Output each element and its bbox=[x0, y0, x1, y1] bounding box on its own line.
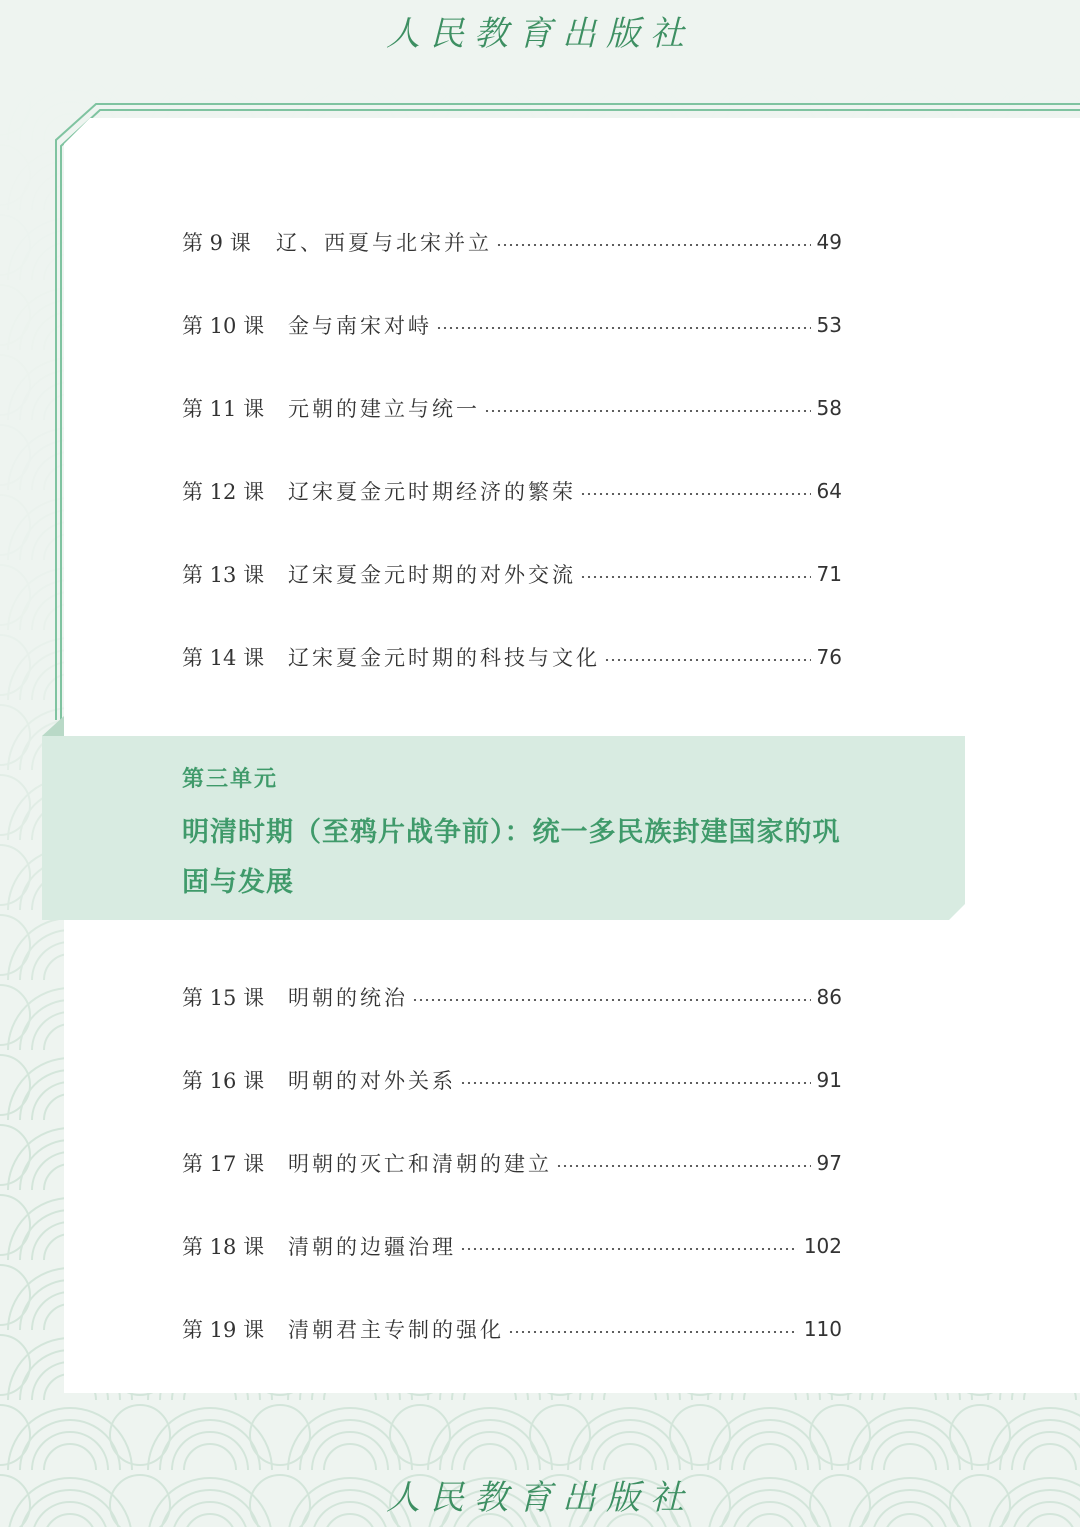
lesson-title: 明朝的统治 bbox=[288, 986, 408, 1010]
lesson-number: 第 17 课 bbox=[182, 1152, 265, 1176]
toc-entry[interactable] bbox=[182, 1145, 842, 1181]
page-number: 91 bbox=[816, 1068, 842, 1092]
lesson-title: 辽宋夏金元时期经济的繁荣 bbox=[288, 480, 576, 504]
lesson-number: 第 12 课 bbox=[182, 480, 265, 504]
toc-entry[interactable] bbox=[182, 639, 842, 675]
dot-leader bbox=[556, 1165, 811, 1167]
publisher-logo-top: 人民教育出版社 bbox=[386, 14, 694, 54]
lesson-title: 辽宋夏金元时期的科技与文化 bbox=[288, 646, 600, 670]
lesson-number: 第 18 课 bbox=[182, 1235, 265, 1259]
page-number: 97 bbox=[816, 1151, 842, 1175]
lesson-number: 第 10 课 bbox=[182, 314, 265, 338]
toc-entry[interactable] bbox=[182, 979, 842, 1015]
page-number: 102 bbox=[803, 1234, 842, 1258]
dot-leader bbox=[436, 327, 811, 329]
lesson-title: 元朝的建立与统一 bbox=[288, 397, 480, 421]
page-number: 58 bbox=[816, 396, 842, 420]
dot-leader bbox=[604, 659, 811, 661]
toc-entry[interactable] bbox=[182, 1062, 842, 1098]
page-number: 53 bbox=[816, 313, 842, 337]
dot-leader bbox=[496, 244, 811, 246]
unit-title: 明清时期（至鸦片战争前）：统一多民族封建国家的巩固与发展 bbox=[182, 817, 841, 898]
toc-entry[interactable] bbox=[182, 307, 842, 343]
lesson-title: 明朝的对外关系 bbox=[288, 1069, 456, 1093]
lesson-title: 辽宋夏金元时期的对外交流 bbox=[288, 563, 576, 587]
page-number: 71 bbox=[816, 562, 842, 586]
lesson-number: 第 13 课 bbox=[182, 563, 265, 587]
page-number: 86 bbox=[816, 985, 842, 1009]
lesson-number: 第 11 课 bbox=[182, 397, 265, 421]
page-number: 110 bbox=[803, 1317, 842, 1341]
dot-leader bbox=[460, 1248, 798, 1250]
dot-leader bbox=[580, 493, 811, 495]
lesson-title: 清朝君主专制的强化 bbox=[288, 1318, 504, 1342]
lesson-number: 第 15 课 bbox=[182, 986, 265, 1010]
dot-leader bbox=[508, 1331, 798, 1333]
lesson-title: 清朝的边疆治理 bbox=[288, 1235, 456, 1259]
publisher-logo-bottom: 人民教育出版社 bbox=[386, 1478, 694, 1518]
page-number: 49 bbox=[816, 230, 842, 254]
lesson-title: 明朝的灭亡和清朝的建立 bbox=[288, 1152, 552, 1176]
lesson-title: 辽、西夏与北宋并立 bbox=[276, 231, 492, 255]
dot-leader bbox=[412, 999, 811, 1001]
dot-leader bbox=[460, 1082, 811, 1084]
toc-entry[interactable] bbox=[182, 473, 842, 509]
unit-label: 第三单元 bbox=[182, 766, 279, 792]
page-number: 76 bbox=[816, 645, 842, 669]
toc-entry[interactable] bbox=[182, 224, 842, 260]
lesson-number: 第 19 课 bbox=[182, 1318, 265, 1342]
lesson-title: 金与南宋对峙 bbox=[288, 314, 432, 338]
toc-entry[interactable] bbox=[182, 390, 842, 426]
toc-entry[interactable] bbox=[182, 1228, 842, 1264]
toc-entry[interactable] bbox=[182, 556, 842, 592]
lesson-number: 第 9 课 bbox=[182, 231, 251, 255]
lesson-number: 第 16 课 bbox=[182, 1069, 265, 1093]
dot-leader bbox=[484, 410, 811, 412]
page-number: 64 bbox=[816, 479, 842, 503]
toc-entry[interactable] bbox=[182, 1311, 842, 1347]
dot-leader bbox=[580, 576, 811, 578]
lesson-number: 第 14 课 bbox=[182, 646, 265, 670]
